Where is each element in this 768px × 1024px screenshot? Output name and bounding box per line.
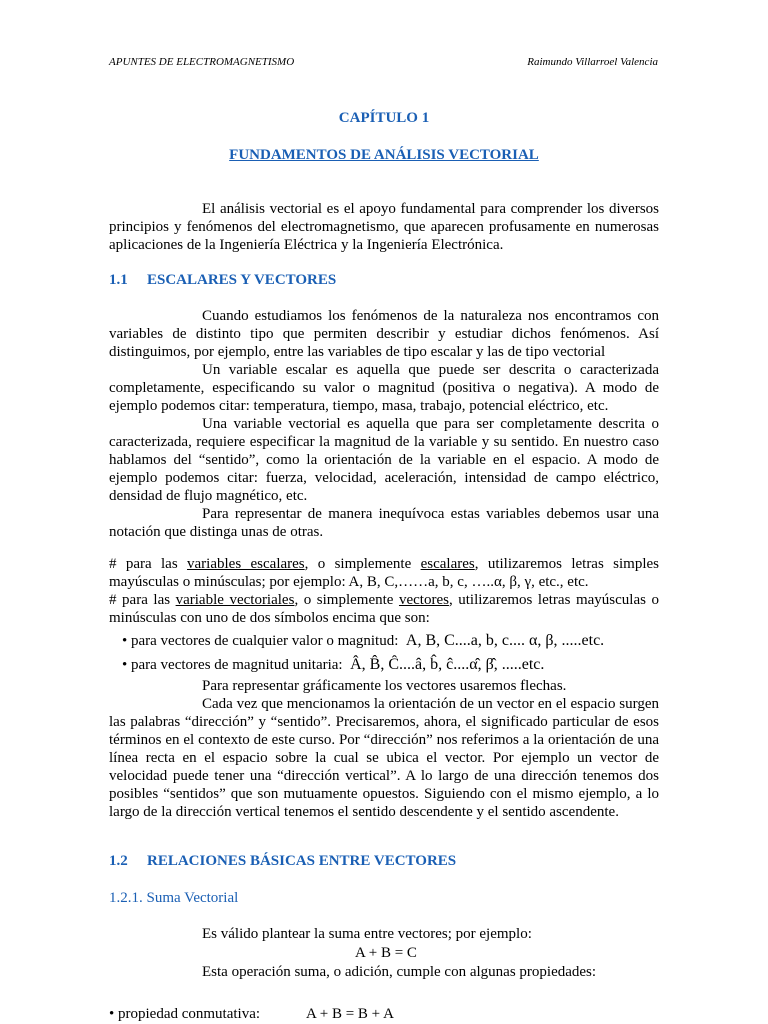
paragraph: Esta operación suma, o adición, cumple con algunas propiedades: xyxy=(202,964,597,980)
equation-commutative: A + B = B + A xyxy=(306,1006,394,1022)
text: , utilizaremos letras mayúsculas o minúsculas con uno de dos símbolos encima que son: xyxy=(109,592,659,626)
unit-vector-examples: Â, B̂, Ĉ....â, b̂, ĉ....α̂, β̂, .....etc. xyxy=(350,656,545,673)
notation-hashes xyxy=(109,555,659,627)
bullet-any-magnitude xyxy=(122,632,604,650)
bullet-label: • para vectores de magnitud unitaria: xyxy=(122,657,343,673)
vector-examples: A, B, C....a, b, c.... α, β, .....etc. xyxy=(405,632,605,649)
intro-paragraph xyxy=(109,200,659,254)
equation-sum: A + B = C xyxy=(355,945,417,961)
section-title: ESCALARES Y VECTORES xyxy=(147,272,337,288)
paragraph: Un variable escalar es aquella que puede ser descrita o caracterizada completamente, especificando su valor o magnitud (positiva o negativa). A modo de ejemplo podemos citar: temperatura, tiempo, masa, trabajo, potencial eléctrico, etc. xyxy=(109,362,659,414)
section-number: 1.1 xyxy=(109,272,128,288)
bullet-unit-magnitude xyxy=(122,656,544,674)
section-1-1-body-2 xyxy=(109,677,659,821)
chapter-number: CAPÍTULO 1 xyxy=(338,110,430,126)
section-number: 1.2 xyxy=(109,853,128,869)
section-heading-1-1 xyxy=(109,272,336,289)
section-1-1-body xyxy=(109,307,659,541)
chapter-title: FUNDAMENTOS DE ANÁLISIS VECTORIAL xyxy=(229,147,539,163)
property-label: • propiedad conmutativa: xyxy=(109,1006,261,1022)
paragraph: Para representar de manera inequívoca estas variables debemos usar una notación que distinga unas de otras. xyxy=(109,506,659,540)
section-title: RELACIONES BÁSICAS ENTRE VECTORES xyxy=(147,853,457,869)
subsection-heading-1-2-1: 1.2.1. Suma Vectorial xyxy=(109,890,239,906)
term: escalares xyxy=(420,556,475,572)
text: , o simplemente xyxy=(294,592,399,608)
notation-vectors xyxy=(109,591,659,627)
term: variable vectoriales xyxy=(175,592,295,608)
text: # para las xyxy=(109,556,188,572)
running-header-left: APUNTES DE ELECTROMAGNETISMO xyxy=(109,56,295,68)
bullet-label: • para vectores de cualquier valor o magnitud: xyxy=(122,633,399,649)
section-heading-1-2 xyxy=(109,853,456,870)
running-header-right: Raimundo Villarroel Valencia xyxy=(527,56,658,68)
text: # para las xyxy=(109,592,176,608)
paragraph: Una variable vectorial es aquella que para ser completamente descrita o caracterizada, requiere especificar la magnitud de la variable y su sentido. En nuestro caso hablamos del “sentido”, como la orientación de la variable en el espacio. A modo de ejemplo podemos citar: fuerza, velocidad, aceleración, intensidad de campo eléctrico, densidad de flujo magnético, etc. xyxy=(109,416,659,504)
term: vectores xyxy=(398,592,449,608)
intro-text: El análisis vectorial es el apoyo fundamental para comprender los diversos principios y fenómenos del electromagnetismo, que aparecen profusamente en numerosas aplicaciones de la Ingeniería Eléctrica y la Ingeniería Electrónica. xyxy=(109,201,659,253)
paragraph: Cada vez que mencionamos la orientación de un vector en el espacio surgen las palabras “dirección” y “sentido”. Precisaremos, ahora, el significado particular de esos términos en el contexto de este curso. Por “dirección” nos referimos a la orientación de una línea recta en el espacio sobre la cual se ubica el vector. Por ejemplo un vector de velocidad puede tener una “dirección vertical”. A lo largo de una dirección tenemos dos posibles “sentidos” que son mutuamente opuestos. Siguiendo con el mismo ejemplo, a lo largo de la dirección vertical tenemos el sentido descendente y el sentido ascendente. xyxy=(109,696,659,820)
notation-scalars xyxy=(109,555,659,591)
text: , o simplemente xyxy=(304,556,421,572)
text: , utilizaremos letras simples mayúsculas o minúsculas; por ejemplo: A, B, C,……a, b, c, …..α, β, γ, etc., etc. xyxy=(109,556,659,590)
term: variables escalares xyxy=(187,556,305,572)
paragraph: Es válido plantear la suma entre vectores; por ejemplo: xyxy=(202,926,532,942)
paragraph: Para representar gráficamente los vectores usaremos flechas. xyxy=(202,678,567,694)
paragraph: Cuando estudiamos los fenómenos de la naturaleza nos encontramos con variables de distinto tipo que permiten describir y estudiar dichos fenómenos. Así distinguimos, por ejemplo, entre las variables de tipo escalar y las de tipo vectorial xyxy=(109,308,659,360)
